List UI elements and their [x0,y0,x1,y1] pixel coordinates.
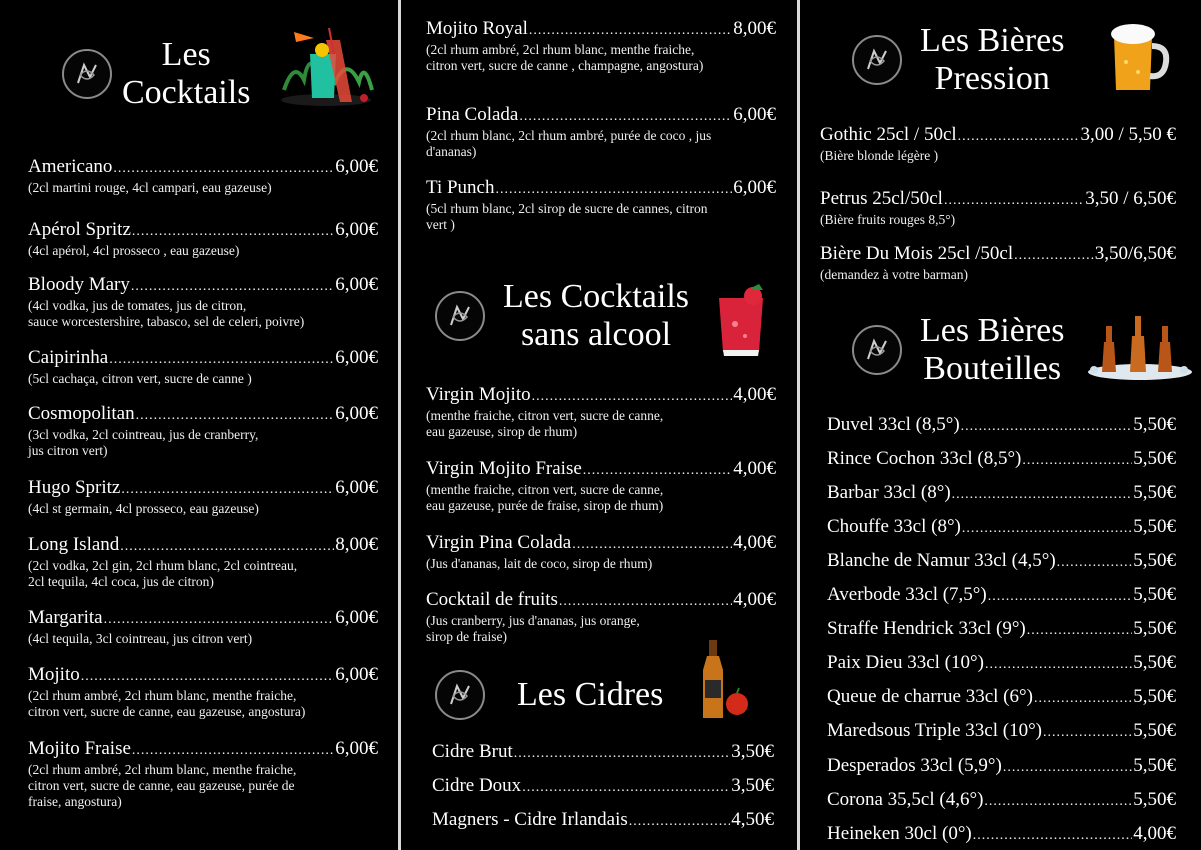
menu-item: Desperados 33cl (5,9°) ..... 5,50€ [827,755,1176,779]
menu-item: Virgin Mojito ..... 4,00€ (menthe fraiche, citron vert, sucre de canne, eau gazeuse, sirop de rhum) [426,384,776,440]
menu-item: Rince Cochon 33cl (8,5°) ..... 5,50€ [827,448,1176,472]
bar-logo-icon [435,670,485,720]
menu-item: Gothic 25cl / 50cl ..... 3,00 / 5,50 € (Bière blonde légère ) [820,124,1176,164]
section-title: Les Bières Bouteilles [920,312,1065,387]
pression-header [852,22,1064,98]
cocktails-header [62,36,250,112]
menu-item: Blanche de Namur 33cl (4,5°) ..... 5,50€ [827,550,1176,574]
menu-item: Petrus 25cl/50cl ..... 3,50 / 6,50€ (Bière fruits rouges 8,5°) [820,188,1176,228]
menu-item: Pina Colada ..... 6,00€ (2cl rhum blanc, 2cl rhum ambré, purée de coco , jus d'ananas) [426,104,776,160]
cidres-header [435,670,663,720]
menu-item: Virgin Mojito Fraise ..... 4,00€ (menthe fraiche, citron vert, sucre de canne, eau gazeuse, purée de fraise, sirop de rhum) [426,458,776,514]
menu-item: Queue de charrue 33cl (6°) ..... 5,50€ [827,686,1176,710]
menu-item: Duvel 33cl (8,5°) ..... 5,50€ [827,414,1176,438]
sans-alcool-header [435,278,689,354]
menu-item: Magners - Cidre Irlandais ..... 4,50€ [432,809,774,833]
section-title: Les Cocktails sans alcool [503,278,690,353]
section-title: Les Cocktails [122,36,251,111]
menu-item: Hugo Spritz ..... 6,00€ (4cl st germain, 4cl prosseco, eau gazeuse) [28,477,378,517]
panel-cocktails [0,0,398,850]
bar-logo-icon [62,49,112,99]
menu-item: Bloody Mary ..... 6,00€ (4cl vodka, jus de tomates, jus de citron, sauce worcestershire, tabasco, sel de celeri, poivre) [28,274,378,330]
menu-item: Paix Dieu 33cl (10°) ..... 5,50€ [827,652,1176,676]
strawberry-drink-icon [711,284,775,360]
beer-mug-icon [1108,22,1170,92]
menu-item: Virgin Pina Colada ..... 4,00€ (Jus d'ananas, lait de coco, sirop de rhum) [426,532,776,572]
menu-item: Long Island ..... 8,00€ (2cl vodka, 2cl gin, 2cl rhum blanc, 2cl cointreau, 2cl tequila, 4cl coca, jus de citron) [28,534,378,590]
menu-item: Cocktail de fruits ..... 4,00€ (Jus cranberry, jus d'ananas, jus orange, sirop de fraise) [426,589,776,645]
menu-item: Averbode 33cl (7,5°) ..... 5,50€ [827,584,1176,608]
menu-item: Bière Du Mois 25cl /50cl ..... 3,50/6,50€ (demandez à votre barman) [820,243,1176,283]
menu-item: Cosmopolitan ..... 6,00€ (3cl vodka, 2cl cointreau, jus de cranberry, jus citron vert) [28,403,378,459]
menu-item: Mojito Royal ..... 8,00€ (2cl rhum ambré, 2cl rhum blanc, menthe fraiche, citron vert, sucre de canne , champagne, angostura) [426,18,776,74]
beer-bottles-icon [1084,312,1196,380]
section-title: Les Bières Pression [920,22,1065,97]
menu-item: Maredsous Triple 33cl (10°) ..... 5,50€ [827,720,1176,744]
bar-logo-icon [852,325,902,375]
menu-item: Ti Punch ..... 6,00€ (5cl rhum blanc, 2cl sirop de sucre de cannes, citron vert ) [426,177,776,233]
panel-middle [401,0,797,850]
section-title: Les Cidres [517,676,664,713]
panel-bieres [800,0,1201,850]
menu-item: Cidre Brut ..... 3,50€ [432,741,774,765]
menu-item: Straffe Hendrick 33cl (9°) ..... 5,50€ [827,618,1176,642]
menu-item: Heineken 30cl (0°) ..... 4,00€ [827,823,1176,847]
menu-item: Caipirinha ..... 6,00€ (5cl cachaça, citron vert, sucre de canne ) [28,347,378,387]
menu-item: Mojito ..... 6,00€ (2cl rhum ambré, 2cl rhum blanc, menthe fraiche, citron vert, sucre de canne, eau gazeuse, angostura) [28,664,378,720]
menu-item: Apérol Spritz ..... 6,00€ (4cl apérol, 4cl prosseco , eau gazeuse) [28,219,378,259]
bar-logo-icon [435,291,485,341]
menu-item: Cidre Doux ..... 3,50€ [432,775,774,799]
cocktail-glass-icon [274,20,378,108]
menu-item: Mojito Fraise ..... 6,00€ (2cl rhum ambré, 2cl rhum blanc, menthe fraiche, citron vert, sucre de canne, eau gazeuse, purée de fraise, angostura) [28,738,378,810]
menu-item: Corona 35,5cl (4,6°) ..... 5,50€ [827,789,1176,813]
menu-item: Chouffe 33cl (8°) ..... 5,50€ [827,516,1176,540]
bar-logo-icon [852,35,902,85]
cider-bottle-icon [699,640,749,722]
bouteilles-header [852,312,1064,388]
menu-item: Barbar 33cl (8°) ..... 5,50€ [827,482,1176,506]
menu-item: Margarita ..... 6,00€ (4cl tequila, 3cl cointreau, jus citron vert) [28,607,378,647]
menu-item: Americano ..... 6,00€ (2cl martini rouge, 4cl campari, eau gazeuse) [28,156,378,196]
